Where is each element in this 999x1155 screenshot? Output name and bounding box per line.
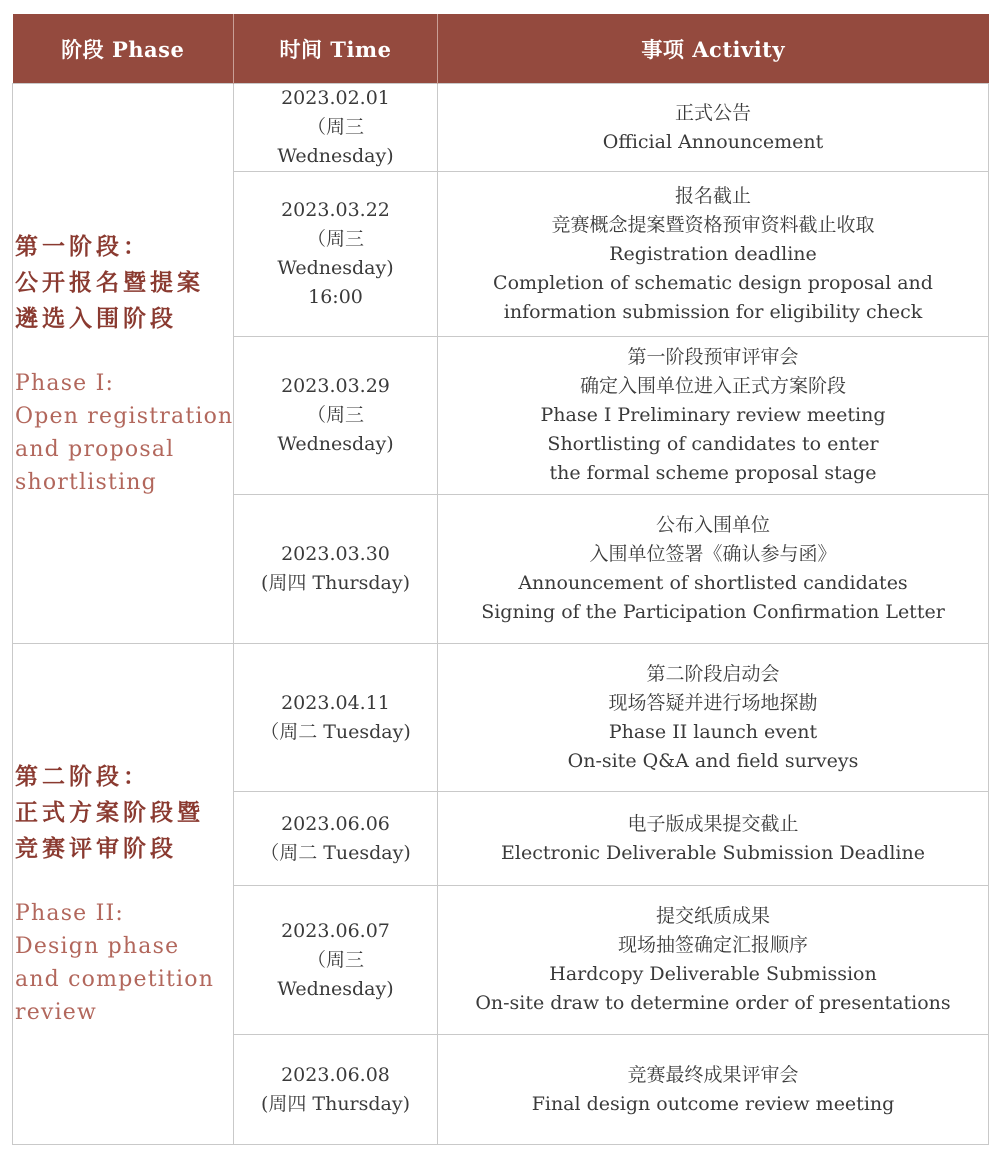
activity-cell	[438, 84, 989, 172]
time-weekday: （周三	[306, 404, 364, 426]
activity-line: Registration deadline	[609, 242, 817, 265]
activity-line: Final design outcome review meeting	[531, 1092, 895, 1115]
phase-1-cell	[13, 84, 234, 644]
activity-line: 正式公告	[674, 101, 751, 124]
time-weekday: （周二 Tuesday)	[260, 841, 411, 864]
time-weekday: Wednesday)	[277, 145, 394, 167]
time-weekday: (周四 Thursday)	[260, 572, 411, 594]
time-weekday: Wednesday)	[277, 433, 394, 455]
activity-cell	[438, 337, 989, 495]
phase-2-zh-line: 竞赛评审阶段	[15, 835, 177, 862]
activity-line: Electronic Deliverable Submission Deadline	[501, 841, 925, 864]
activity-line: 确定入围单位进入正式方案阶段	[579, 375, 846, 397]
activity-line: On-site draw to determine order of presentations	[475, 992, 951, 1014]
time-cell	[234, 792, 438, 886]
activity-line: Phase I Preliminary review meeting	[540, 404, 886, 426]
time-weekday: （周二 Tuesday)	[260, 720, 411, 743]
time-date: 2023.03.29	[281, 375, 390, 397]
activity-line: 第二阶段启动会	[646, 662, 780, 685]
phase-1-zh-line: 公开报名暨提案	[15, 268, 204, 296]
time-cell	[234, 337, 438, 495]
activity-line: information submission for eligibility check	[503, 300, 923, 323]
table-row	[13, 84, 989, 172]
time-cell	[234, 886, 438, 1035]
activity-line: Announcement of shortlisted candidates	[518, 572, 908, 594]
activity-line: Official Announcement	[602, 130, 824, 153]
activity-line: 现场抽签确定汇报顺序	[617, 934, 808, 956]
time-cell	[234, 172, 438, 337]
phase-2-en-line: and competition	[15, 967, 215, 992]
time-cell	[234, 644, 438, 792]
time-weekday: Wednesday)	[277, 977, 394, 1000]
activity-line: 电子版成果提交截止	[627, 812, 799, 835]
time-date: 2023.06.07	[281, 919, 390, 942]
activity-line: the formal scheme proposal stage	[549, 462, 877, 484]
activity-line: 入围单位签署《确认参与函》	[589, 543, 837, 565]
phase-1-zh-line: 第一阶段：	[15, 232, 150, 260]
header-time: 时间 Time	[234, 14, 438, 84]
time-date: 2023.03.22	[281, 199, 390, 221]
time-weekday: （周三	[306, 116, 364, 138]
activity-line: 报名截止	[674, 184, 751, 207]
time-date: 2023.02.01	[281, 87, 390, 109]
activity-line: Signing of the Participation Confirmation Letter	[481, 601, 945, 623]
phase-2-en-line: Design phase	[15, 934, 180, 959]
activity-line: 现场答疑并进行场地探勘	[608, 691, 818, 714]
time-weekday: （周三	[306, 948, 364, 971]
time-weekday: （周三	[306, 228, 364, 250]
activity-cell	[438, 1035, 989, 1145]
phase-1-en-line: shortlisting	[15, 469, 157, 495]
time-hour: 16:00	[308, 286, 363, 308]
phase-1-en-line: Phase I:	[15, 370, 115, 396]
header-activity: 事项 Activity	[438, 14, 989, 84]
activity-line: Hardcopy Deliverable Submission	[549, 963, 877, 985]
activity-cell	[438, 172, 989, 337]
phase-2-en-line: review	[15, 1000, 98, 1025]
phase-1-zh-line: 遴选入围阶段	[15, 304, 177, 332]
time-date: 2023.03.30	[281, 543, 390, 565]
phase-2-cell	[13, 644, 234, 1145]
phase-1-en-line: and proposal	[15, 436, 175, 462]
phase-2-en-line: Phase II:	[15, 901, 124, 926]
table-row	[13, 644, 989, 792]
activity-cell	[438, 495, 989, 644]
time-cell	[234, 84, 438, 172]
activity-line: Shortlisting of candidates to enter	[547, 433, 879, 455]
phase-2-zh-line: 正式方案阶段暨	[15, 799, 204, 826]
time-cell	[234, 495, 438, 644]
activity-line: 第一阶段预审评审会	[627, 346, 799, 368]
activity-line: 竞赛最终成果评审会	[627, 1063, 799, 1086]
time-weekday: Wednesday)	[277, 257, 394, 279]
phase-2-zh-line: 第二阶段：	[15, 763, 150, 790]
time-cell	[234, 1035, 438, 1145]
activity-line: Phase II launch event	[608, 720, 818, 743]
activity-cell	[438, 886, 989, 1035]
activity-line: 竞赛概念提案暨资格预审资料截止收取	[551, 213, 875, 236]
phase-1-en-line: Open registration	[15, 403, 234, 429]
activity-line: 公布入围单位	[655, 514, 770, 536]
activity-line: Completion of schematic design proposal and	[493, 271, 933, 294]
activity-cell	[438, 644, 989, 792]
time-date: 2023.06.06	[281, 812, 390, 835]
time-date: 2023.06.08	[281, 1063, 390, 1086]
header-phase: 阶段 Phase	[13, 14, 234, 84]
schedule-table	[12, 14, 989, 1145]
time-weekday: (周四 Thursday)	[260, 1092, 411, 1115]
activity-line: On-site Q&A and field surveys	[567, 749, 859, 772]
activity-cell	[438, 792, 989, 886]
time-date: 2023.04.11	[281, 691, 390, 714]
header-row	[13, 14, 989, 84]
activity-line: 提交纸质成果	[655, 905, 770, 927]
